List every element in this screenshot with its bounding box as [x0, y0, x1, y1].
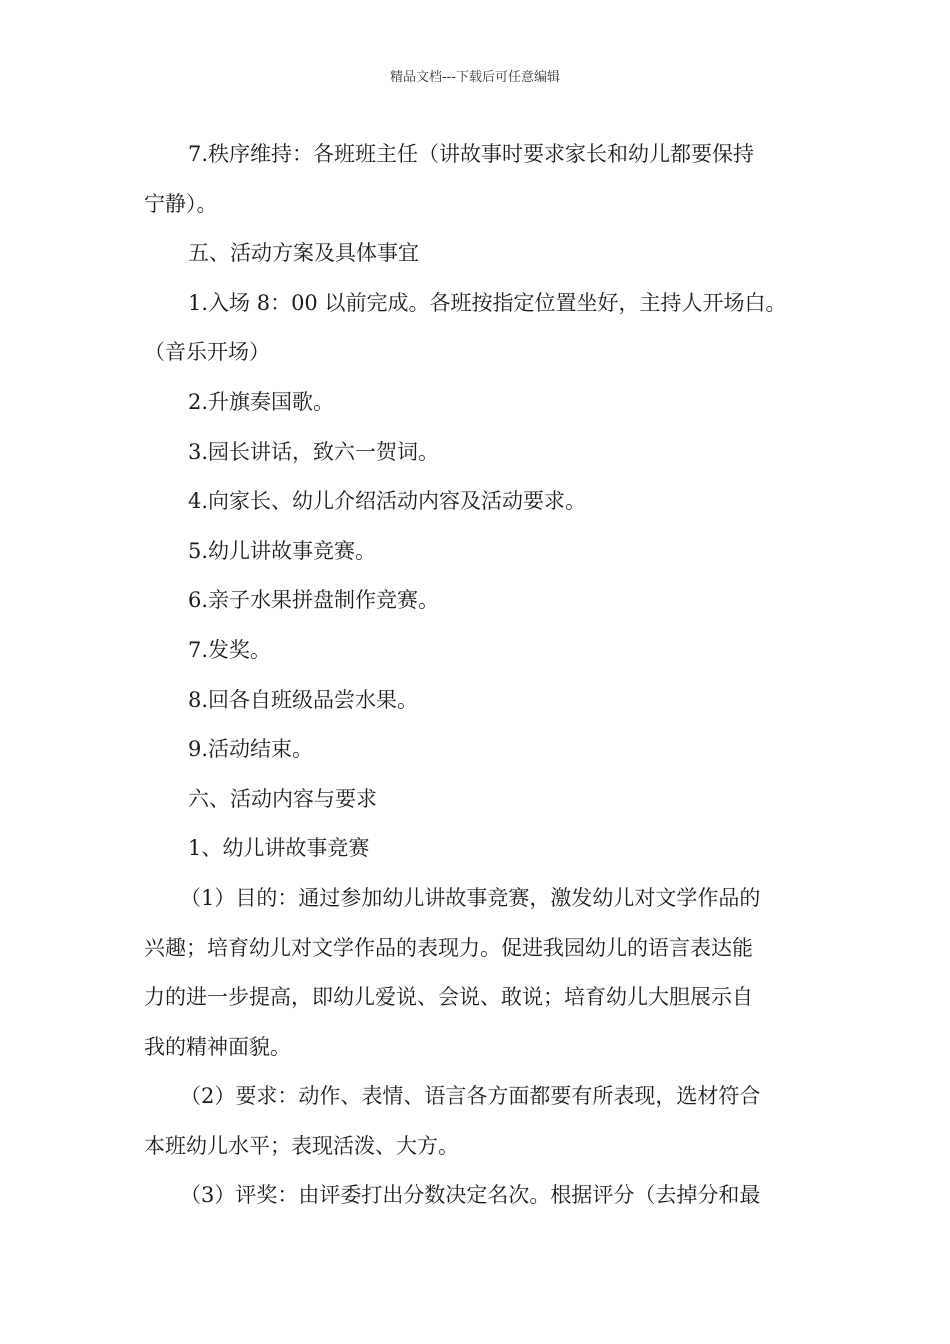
- text-line: 力的进一步提高，即幼儿爱说、会说、敢说；培育幼儿大胆展示自: [144, 985, 753, 1010]
- list-item: 8.回各自班级品尝水果。: [188, 687, 419, 712]
- list-item: 6.亲子水果拼盘制作竞赛。: [188, 588, 440, 613]
- document-body: [144, 130, 824, 1221]
- text-line: 宁静）。: [144, 191, 218, 216]
- page-header: 精品文档---下载后可任意编辑: [389, 70, 561, 85]
- section-heading: 六、活动内容与要求: [188, 786, 377, 811]
- list-item: 4.向家长、幼儿介绍活动内容及活动要求。: [188, 489, 587, 514]
- list-item: 9.活动结束。: [188, 737, 314, 762]
- list-item: 5.幼儿讲故事竞赛。: [188, 538, 377, 563]
- text-line: （3）评奖：由评委打出分数决定名次。根据评分（去掉分和最: [180, 1183, 761, 1208]
- list-item: 3.园长讲话，致六一贺词。: [188, 439, 440, 464]
- text-line: 7.秩序维持：各班班主任（讲故事时要求家长和幼儿都要保持: [188, 142, 755, 166]
- text-line: 1.入场 8：00 以前完成。各班按指定位置坐好，主持人开场白。: [188, 290, 787, 315]
- text-line: 我的精神面貌。: [144, 1034, 291, 1059]
- section-heading: 五、活动方案及具体事宜: [188, 241, 419, 266]
- text-line: 本班幼儿水平；表现活泼、大方。: [144, 1133, 459, 1158]
- text-line: （1）目的：通过参加幼儿讲故事竞赛，激发幼儿对文学作品的: [180, 885, 761, 910]
- list-item: 2.升旗奏国歌。: [188, 389, 335, 414]
- list-item: 7.发奖。: [188, 637, 272, 662]
- subsection-heading: 1、幼儿讲故事竞赛: [188, 836, 370, 861]
- text-line: 兴趣；培育幼儿对文学作品的表现力。促进我园幼儿的语言表达能: [144, 935, 753, 960]
- text-line: （音乐开场）: [144, 340, 270, 365]
- text-line: （2）要求：动作、表情、语言各方面都要有所表现，选材符合: [180, 1084, 761, 1109]
